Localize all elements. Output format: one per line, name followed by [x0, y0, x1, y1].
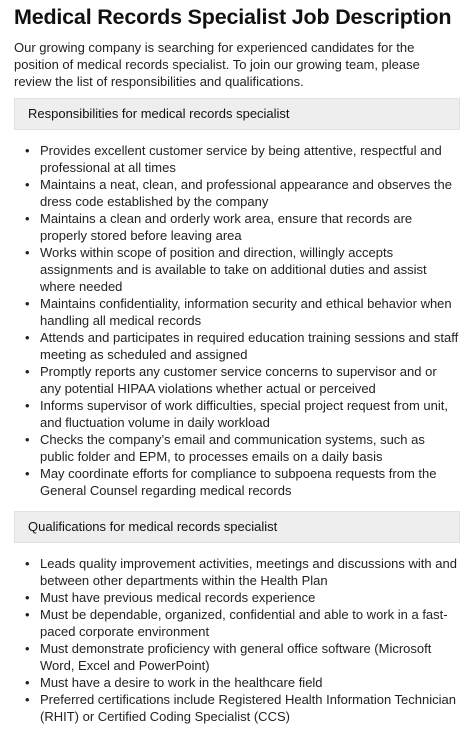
list-item: • Informs supervisor of work difficulties, special project request from unit, and fluctuation volume in daily workload: [40, 397, 460, 431]
qualifications-heading: Qualifications for medical records specialist: [14, 511, 460, 543]
list-item: • Checks the company’s email and communication systems, such as public folder and EPM, to processes emails on a daily basis: [40, 431, 460, 465]
list-item: • Maintains a clean and orderly work area, ensure that records are properly stored before leaving area: [40, 210, 460, 244]
list-item: • Must have previous medical records experience: [40, 589, 460, 606]
responsibilities-list: [14, 142, 460, 499]
intro-paragraph: Our growing company is searching for experienced candidates for the position of medical records specialist. To join our growing team, please review the list of responsibilities and qualifications.: [14, 40, 420, 89]
list-item: • Must demonstrate proficiency with general office software (Microsoft Word, Excel and PowerPoint): [40, 640, 460, 674]
list-item: • Maintains confidentiality, information security and ethical behavior when handling all medical records: [40, 295, 460, 329]
list-item: • Must have a desire to work in the healthcare field: [40, 674, 460, 691]
list-item: • Promptly reports any customer service concerns to supervisor and or any potential HIPAA violations whether actual or perceived: [40, 363, 460, 397]
list-item: • Attends and participates in required education training sessions and staff meeting as scheduled and assigned: [40, 329, 460, 363]
list-item: • Maintains a neat, clean, and professional appearance and observes the dress code established by the company: [40, 176, 460, 210]
list-item: • Must be dependable, organized, confidential and able to work in a fast-paced corporate environment: [40, 606, 460, 640]
list-item: • Preferred certifications include Registered Health Information Technician (RHIT) or Certified Coding Specialist (CCS): [40, 691, 460, 725]
responsibilities-heading: Responsibilities for medical records specialist: [14, 98, 460, 130]
page-title: Medical Records Specialist Job Description: [14, 5, 452, 29]
list-item: • Leads quality improvement activities, meetings and discussions with and between other departments within the Health Plan: [40, 555, 460, 589]
qualifications-list: [14, 555, 460, 725]
list-item: • May coordinate efforts for compliance to subpoena requests from the General Counsel regarding medical records: [40, 465, 460, 499]
list-item: • Provides excellent customer service by being attentive, respectful and professional at all times: [40, 142, 460, 176]
list-item: • Works within scope of position and direction, willingly accepts assignments and is available to take on additional duties and assist where needed: [40, 244, 460, 295]
